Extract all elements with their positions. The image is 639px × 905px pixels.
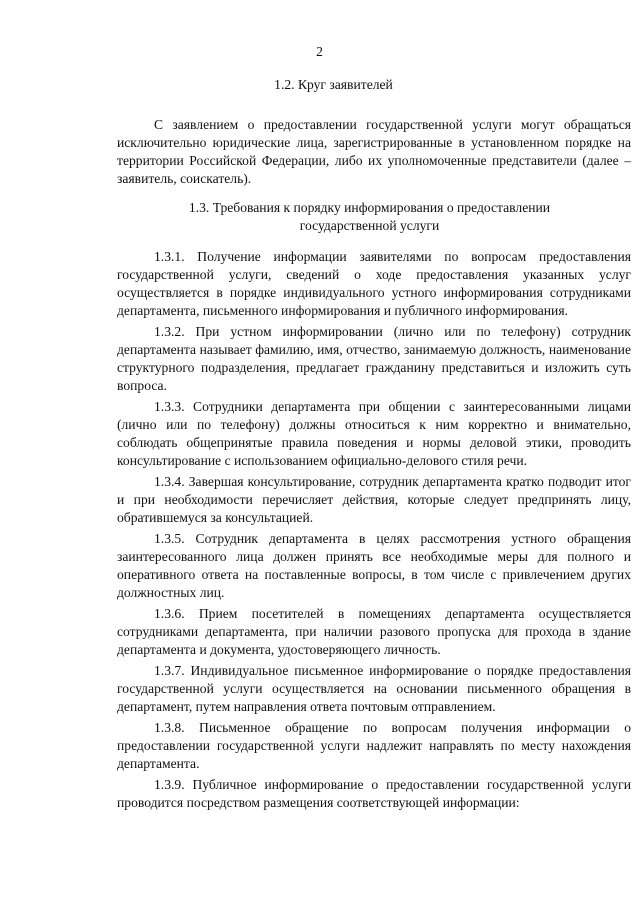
- paragraph-1-3-6: 1.3.6. Прием посетителей в помещениях департамента осуществляется сотрудниками департамента, при наличии разового пропуска для прохода в здание департамента и документа, удостоверяющего личность.: [117, 606, 631, 657]
- paragraph-1-3-5: 1.3.5. Сотрудник департамента в целях рассмотрения устного обращения заинтересованного лица должен принять все необходимые меры для полного и оперативного ответа на поставленные вопросы, в том числе с привлечением других должностных лиц.: [117, 531, 631, 600]
- paragraph-1-3-9: 1.3.9. Публичное информирование о предоставлении государственной услуги проводится посредством размещения соответствующей информации:: [117, 777, 631, 810]
- paragraph-1-3-3: 1.3.3. Сотрудники департамента при общении с заинтересованными лицами (лично или по телефону) должны относиться к ним корректно и внимательно, соблюдать общепринятые правила поведения и нормы деловой этики, проводить консультирование с использованием официально-делового стиля речи.: [117, 399, 631, 468]
- section-heading-1-2: 1.2. Круг заявителей: [274, 77, 393, 92]
- paragraph-1-3-7: 1.3.7. Индивидуальное письменное информирование о порядке предоставления государственной услуги осуществляется на основании письменного обращения в департамент, путем направления ответа почтовым отправлением.: [117, 663, 631, 714]
- section-1-3-items: [117, 248, 631, 815]
- section-1-2-paragraph: С заявлением о предоставлении государственной услуги могут обращаться исключительно юридические лица, зарегистрированные в установленном порядке на территории Российской Федерации, либо их уполномоченные представители (далее – заявитель, соискатель).: [117, 117, 631, 186]
- paragraph-1-3-2: 1.3.2. При устном информировании (лично или по телефону) сотрудник департамента называет фамилию, имя, отчество, занимаемую должность, наименование структурного подразделения, предлагает гражданину представиться и изложить суть вопроса.: [117, 324, 631, 393]
- section-heading-1-3: 1.3. Требования к порядку информирования о предоставлении государственной услуги: [188, 200, 551, 233]
- paragraph-1-3-8: 1.3.8. Письменное обращение по вопросам получения информации о предоставлении государственной услуги надлежит направлять по месту нахождения департамента.: [117, 720, 631, 771]
- paragraph-1-3-4: 1.3.4. Завершая консультирование, сотрудник департамента кратко подводит итог и при необходимости перечисляет действия, которые следует предпринять лицу, обратившемуся за консультацией.: [117, 474, 631, 525]
- paragraph-1-3-1: 1.3.1. Получение информации заявителями по вопросам предоставления государственной услуги, сведений о ходе предоставления указанных услуг осуществляется в порядке индивидуального устного информирования сотрудниками департамента, письменного информирования и публичного информирования.: [117, 249, 631, 318]
- page-number: 2: [316, 44, 323, 59]
